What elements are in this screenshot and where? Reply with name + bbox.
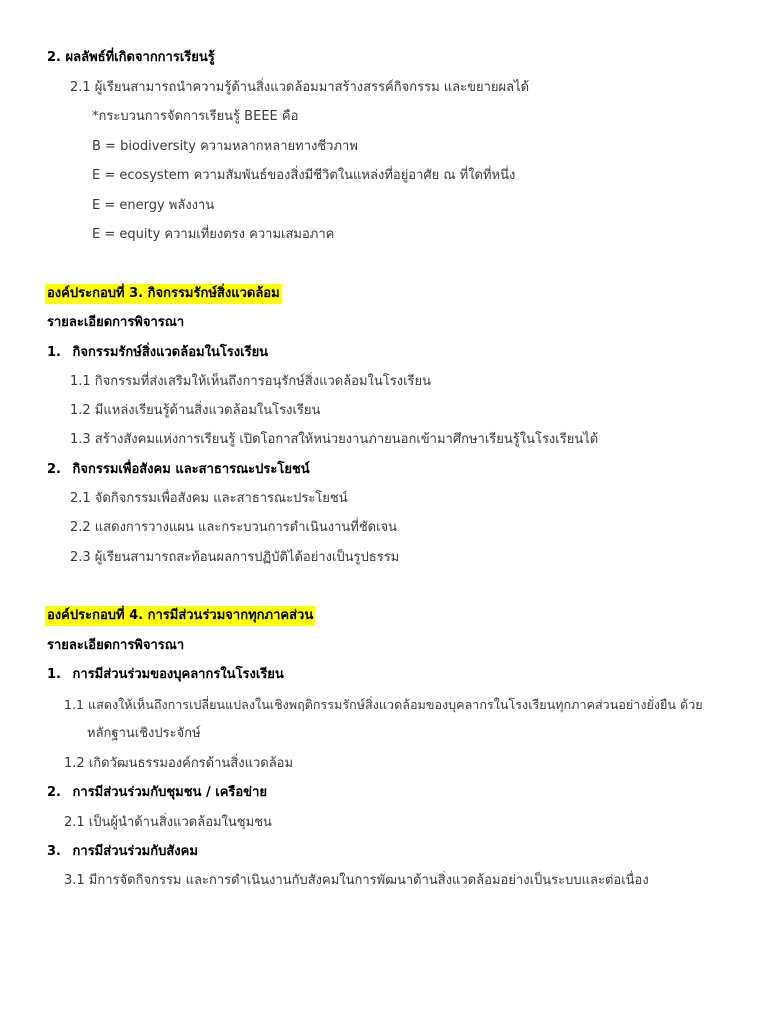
list-item: 1.1 กิจกรรมที่ส่งเสริมให้เห็นถึงการอนุรักษ์สิ่งแวดล้อมในโรงเรียน — [70, 374, 432, 389]
subheading-number: 1. — [47, 345, 61, 360]
subheading-text: การมีส่วนร่วมกับชุมชน / เครือข่าย — [72, 785, 267, 800]
list-item: 2.3 ผู้เรียนสามารถสะท้อนผลการปฏิบัติได้อย่างเป็นรูปธรรม — [70, 550, 400, 565]
subheading-text: การมีส่วนร่วมของบุคลากรในโรงเรียน — [72, 667, 284, 682]
beee-item: E = ecosystem ความสัมพันธ์ของสิ่งมีชีวิตในแหล่งที่อยู่อาศัย ณ ที่ใดที่หนึ่ง — [92, 168, 516, 183]
list-item: 1.1 แสดงให้เห็นถึงการเปลี่ยนแปลงในเชิงพฤติกรรมรักษ์สิ่งแวดล้อมของบุคลากรในโรงเรียนทุกภาคส่วนอย่างยั่งยืน ด้วย — [64, 697, 703, 712]
list-item: 2.1 จัดกิจกรรมเพื่อสังคม และสาธารณะประโยชน์ — [70, 491, 348, 506]
detail-label: รายละเอียดการพิจารณา — [47, 315, 185, 330]
list-item: 1.2 เกิดวัฒนธรรมองค์กรด้านสิ่งแวดล้อม — [64, 756, 294, 771]
highlighted-title: องค์ประกอบที่ 4. การมีส่วนร่วมจากทุกภาคส่วน — [45, 606, 315, 626]
list-item: 1.3 สร้างสังคมแห่งการเรียนรู้ เปิดโอกาสให้หน่วยงานภายนอกเข้ามาศึกษาเรียนรู้ในโรงเรียนได้ — [70, 432, 599, 447]
subheading-number: 3. — [47, 844, 61, 859]
list-item: 3.1 มีการจัดกิจกรรม และการดำเนินงานกับสังคมในการพัฒนาด้านสิ่งแวดล้อมอย่างเป็นระบบและต่อเนื่อง — [64, 873, 649, 888]
detail-label: รายละเอียดการพิจารณา — [47, 638, 185, 653]
beee-item: E = energy พลังงาน — [92, 198, 215, 213]
subheading-text: การมีส่วนร่วมกับสังคม — [72, 844, 198, 859]
subheading-number: 1. — [47, 667, 61, 682]
list-item: 2.1 ผู้เรียนสามารถนำความรู้ด้านสิ่งแวดล้อมมาสร้างสรรค์กิจกรรม และขยายผลได้ — [70, 80, 530, 95]
beee-title: *กระบวนการจัดการเรียนรู้ BEEE คือ — [92, 109, 299, 124]
subheading-text: กิจกรรมเพื่อสังคม และสาธารณะประโยชน์ — [72, 462, 310, 477]
beee-item: E = equity ความเที่ยงตรง ความเสมอภาค — [92, 227, 335, 242]
subheading — [47, 344, 268, 362]
list-item: 1.2 มีแหล่งเรียนรู้ด้านสิ่งแวดล้อมในโรงเรียน — [70, 403, 321, 418]
component-4-title — [45, 607, 315, 625]
subheading-number: 2. — [47, 785, 61, 800]
component-3-title — [45, 285, 282, 303]
heading-number: 2. — [47, 50, 61, 65]
subheading-number: 2. — [47, 462, 61, 477]
subheading — [47, 461, 310, 479]
highlighted-title: องค์ประกอบที่ 3. กิจกรรมรักษ์สิ่งแวดล้อม — [45, 284, 282, 304]
subheading — [47, 784, 267, 802]
subheading — [47, 666, 284, 684]
heading-text: ผลลัพธ์ที่เกิดจากการเรียนรู้ — [65, 50, 215, 65]
subheading — [47, 843, 198, 861]
list-item-continuation: หลักฐานเชิงประจักษ์ — [87, 726, 201, 741]
list-item: 2.2 แสดงการวางแผน และกระบวนการดำเนินงานที่ชัดเจน — [70, 520, 398, 535]
beee-item: B = biodiversity ความหลากหลายทางชีวภาพ — [92, 139, 358, 154]
list-item: 2.1 เป็นผู้นำด้านสิ่งแวดล้อมในชุมชน — [64, 815, 272, 830]
subheading-text: กิจกรรมรักษ์สิ่งแวดล้อมในโรงเรียน — [72, 345, 269, 360]
section-heading-result — [47, 49, 215, 67]
